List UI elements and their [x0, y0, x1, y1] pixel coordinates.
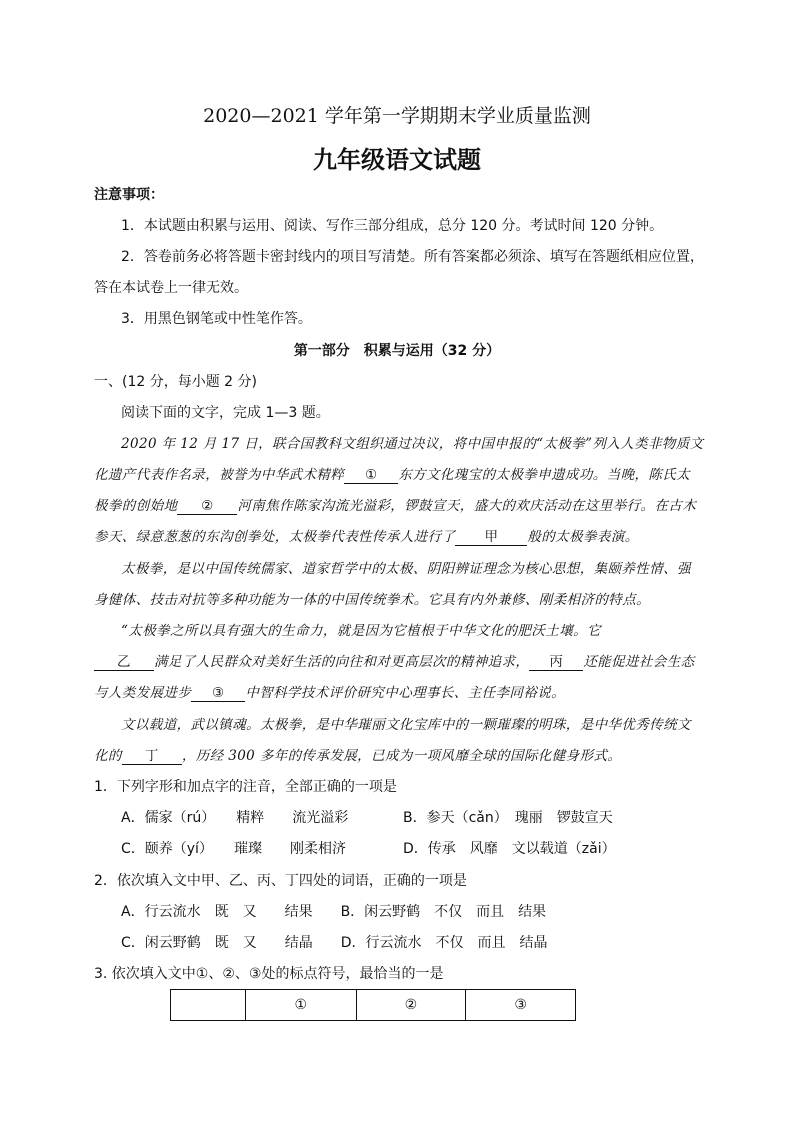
passage-line: [94, 528, 639, 546]
passage-text: 化遗产代表作名录，被誉为中华武术精粹: [94, 467, 345, 483]
passage-line: 太极拳，是以中国传统儒家、道家哲学中的太极、阴阳辨证理念为核心思想，集颐养性情、强: [121, 561, 691, 577]
passage-text: 还能促进社会生态: [583, 654, 695, 670]
passage-text: 化的: [94, 748, 122, 764]
notes-heading: 注意事项：: [94, 187, 164, 203]
table-cell: [171, 990, 246, 1021]
question-1-option-d: D．传承 风靡 文以载道（zǎi）: [403, 841, 616, 857]
exam-title: 2020—2021 学年第一学期期末学业质量监测: [203, 105, 591, 127]
question-3-stem: 3. 依次填入文中①、②、③处的标点符号，最恰当的一是: [94, 966, 444, 982]
part1-heading: 第一部分 积累与运用（32 分）: [293, 343, 501, 359]
question-1-option-a: A．儒家（rú） 精粹 流光溢彩: [121, 810, 349, 826]
blank-jia: 甲: [455, 529, 527, 546]
passage-line: “太极拳之所以具有强大的生命力，就是因为它植根于中华文化的肥沃土壤。它: [121, 623, 601, 639]
passage-line: 2020 年 12 月 17 日，联合国教科文组织通过决议，将中国申报的“太极拳”列入人类非物质文: [121, 436, 704, 452]
passage-text: 河南焦作陈家沟流光溢彩，锣鼓宣天，盛大的欢庆活动在这里举行。在古木: [237, 498, 697, 514]
blank-bing: 丙: [529, 654, 583, 671]
passage-line: [94, 684, 565, 702]
passage-text: ，历经 300 多年的传承发展，已成为一项风靡全球的国际化健身形式。: [181, 748, 622, 764]
question-1-option-c: C．颐养（yí） 璀璨 刚柔相济: [121, 841, 346, 857]
passage-line: [94, 466, 690, 484]
passage-line: [94, 747, 621, 765]
exam-subtitle: 九年级语文试题: [313, 145, 481, 174]
table-cell: ②: [356, 990, 466, 1021]
table-cell: ①: [245, 990, 356, 1021]
table-row: [171, 990, 576, 1021]
passage-line: [94, 497, 696, 515]
blank-ding: 丁: [122, 748, 182, 765]
question-1-stem: 1．下列字形和加点字的注音，全部正确的一项是: [94, 779, 397, 795]
section-heading: 一、(12 分，每小题 2 分): [94, 374, 257, 390]
blank-3: ③: [191, 685, 245, 702]
passage-line: 文以载道，武以镇魂。太极拳，是中华璀丽文化宝库中的一颗璀璨的明珠，是中华优秀传统文: [121, 717, 691, 733]
question-1-option-b: B．参天（cǎn） 瑰丽 锣鼓宣天: [403, 810, 613, 826]
blank-2: ②: [177, 498, 237, 515]
passage-text: 参天、绿意葱葱的东沟创拳处，太极拳代表性传承人进行了: [94, 529, 456, 545]
passage-text: 极拳的创始地: [94, 498, 178, 514]
blank-yi: 乙: [94, 654, 154, 671]
reading-instruction: 阅读下面的文字，完成 1—3 题。: [121, 405, 330, 421]
passage-text: 中智科学技术评价研究中心理事长、主任李同裕说。: [245, 685, 566, 701]
table-cell: ③: [466, 990, 576, 1021]
passage-text: 满足了人民群众对美好生活的向往和对更高层次的精神追求，: [154, 654, 530, 670]
question-2-options-ab: A．行云流水 既 又 结果 B．闲云野鹤 不仅 而且 结果: [121, 904, 547, 920]
question-2-stem: 2．依次填入文中甲、乙、丙、丁四处的词语，正确的一项是: [94, 873, 467, 889]
blank-1: ①: [344, 467, 398, 484]
note-item-2-cont: 答在本试卷上一律无效。: [94, 280, 248, 296]
note-item-3: 3．用黑色钢笔或中性笔作答。: [121, 311, 312, 327]
note-item-1: 1．本试题由积累与运用、阅读、写作三部分组成，总分 120 分。考试时间 120 分钟。: [121, 218, 664, 234]
passage-text: 般的太极拳表演。: [527, 529, 639, 545]
passage-line: [94, 653, 695, 671]
note-item-2: 2．答卷前务必将答题卡密封线内的项目写清楚。所有答案都必须涂、填写在答题纸相应位置，: [121, 249, 704, 265]
passage-text: 与人类发展进步: [94, 685, 192, 701]
passage-line: 身健体、技击对抗等多种功能为一体的中国传统拳术。它具有内外兼修、刚柔相济的特点。: [94, 592, 650, 608]
punctuation-table: [170, 989, 576, 1021]
question-2-options-cd: C．闲云野鹤 既 又 结晶 D．行云流水 不仅 而且 结晶: [121, 935, 548, 951]
passage-text: 东方文化瑰宝的太极拳申遗成功。当晚，陈氏太: [398, 467, 691, 483]
